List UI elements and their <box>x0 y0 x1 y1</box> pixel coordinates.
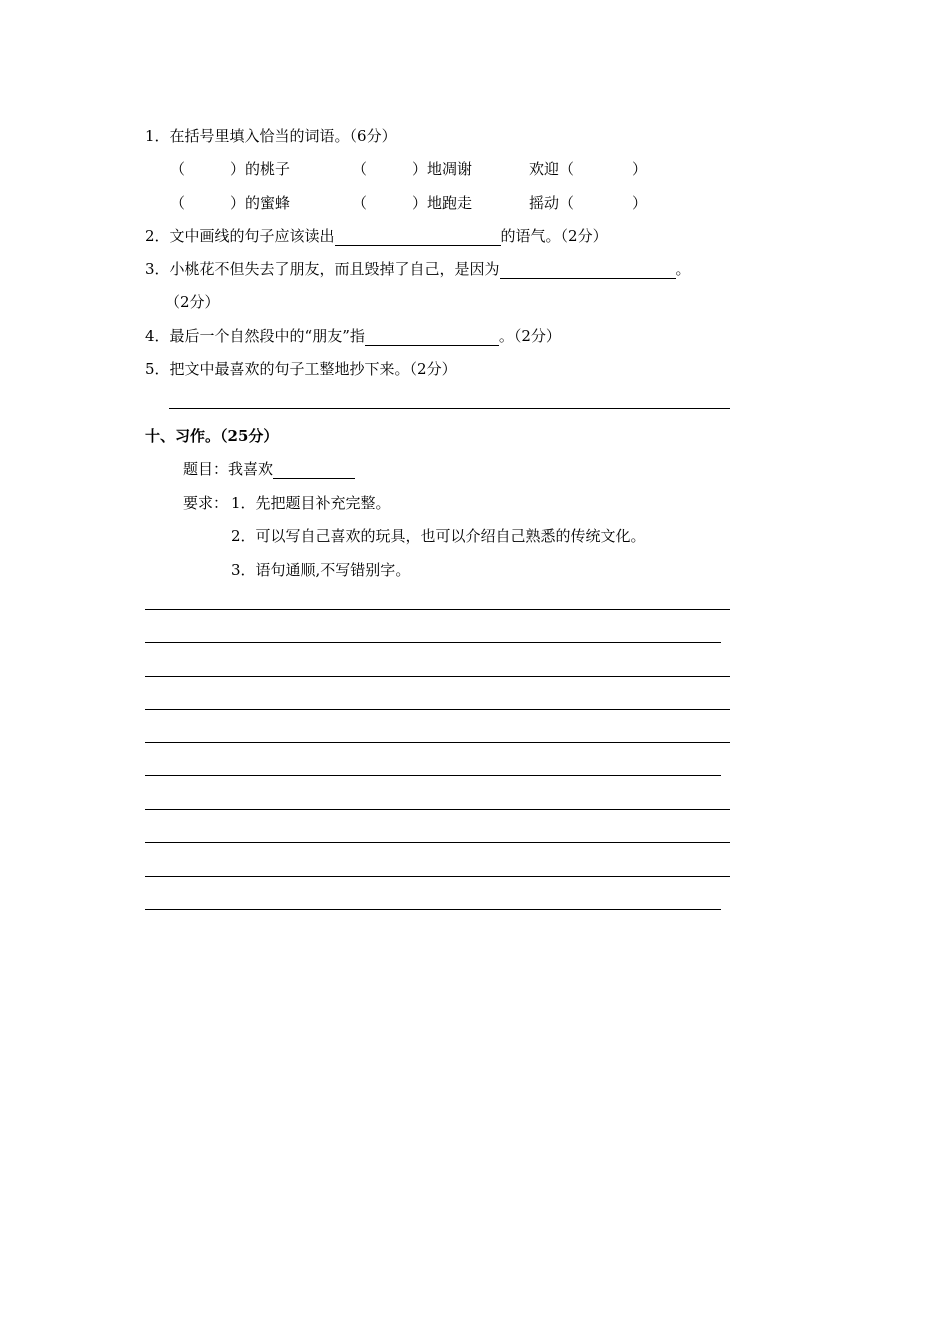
question-2 <box>145 226 608 246</box>
q2-after: 的语气。（2分） <box>500 227 608 245</box>
question-3 <box>145 259 691 279</box>
writing-line[interactable] <box>145 876 730 877</box>
q1-r1-c3-prefix: 欢迎（ <box>529 160 575 178</box>
q2-answer-blank[interactable] <box>335 229 501 246</box>
q1-r2-c1-close: ）的蜜蜂 <box>230 194 291 212</box>
q5-answer-line[interactable] <box>169 408 730 409</box>
q3-answer-blank[interactable] <box>500 262 676 279</box>
composition-title <box>183 459 355 479</box>
question-5: 5．把文中最喜欢的句子工整地抄下来。（2分） <box>145 360 457 378</box>
requirement-3: 3．语句通顺,不写错别字。 <box>231 561 411 579</box>
requirement-2: 2．可以写自己喜欢的玩具，也可以介绍自己熟悉的传统文化。 <box>231 527 646 545</box>
writing-line[interactable] <box>145 676 730 677</box>
requirements-label: 要求： <box>183 494 229 512</box>
composition-title-label: 题目：我喜欢 <box>183 460 274 478</box>
q1-r1-c2-close: ）地凋谢 <box>412 160 473 178</box>
writing-line[interactable] <box>145 775 721 776</box>
q4-after: 。（2分） <box>498 327 561 345</box>
writing-line[interactable] <box>145 909 721 910</box>
composition-title-blank[interactable] <box>273 462 355 479</box>
q1-r2-c2-close: ）地跑走 <box>412 194 473 212</box>
q1-r2-c3-prefix: 摇动（ <box>529 194 575 212</box>
writing-line[interactable] <box>145 842 730 843</box>
question-1: 1．在括号里填入恰当的词语。（6分） <box>145 127 397 145</box>
q1-r1-c1-close: ）的桃子 <box>230 160 291 178</box>
q1-r2-c3-close: ） <box>632 194 648 212</box>
writing-line[interactable] <box>145 742 730 743</box>
q1-r1-c2-open: （ <box>352 160 368 178</box>
q4-before: 4．最后一个自然段中的“朋友”指 <box>145 327 365 345</box>
section-10-heading: 十、习作。（25分） <box>145 427 279 445</box>
q2-before: 2．文中画线的句子应该读出 <box>145 227 335 245</box>
q1-r2-c1-open: （ <box>170 194 186 212</box>
q3-after: 。 <box>675 260 691 278</box>
requirement-1: 1．先把题目补充完整。 <box>231 494 391 512</box>
q1-r1-c3-close: ） <box>632 160 648 178</box>
q4-answer-blank[interactable] <box>365 329 499 346</box>
q3-before: 3．小桃花不但失去了朋友，而且毁掉了自己，是因为 <box>145 260 500 278</box>
writing-line[interactable] <box>145 809 730 810</box>
q3-score: （2分） <box>165 293 220 311</box>
question-4 <box>145 326 561 346</box>
q1-r2-c2-open: （ <box>352 194 368 212</box>
q1-r1-c1-open: （ <box>170 160 186 178</box>
writing-line[interactable] <box>145 609 730 610</box>
writing-line[interactable] <box>145 642 721 643</box>
writing-line[interactable] <box>145 709 730 710</box>
